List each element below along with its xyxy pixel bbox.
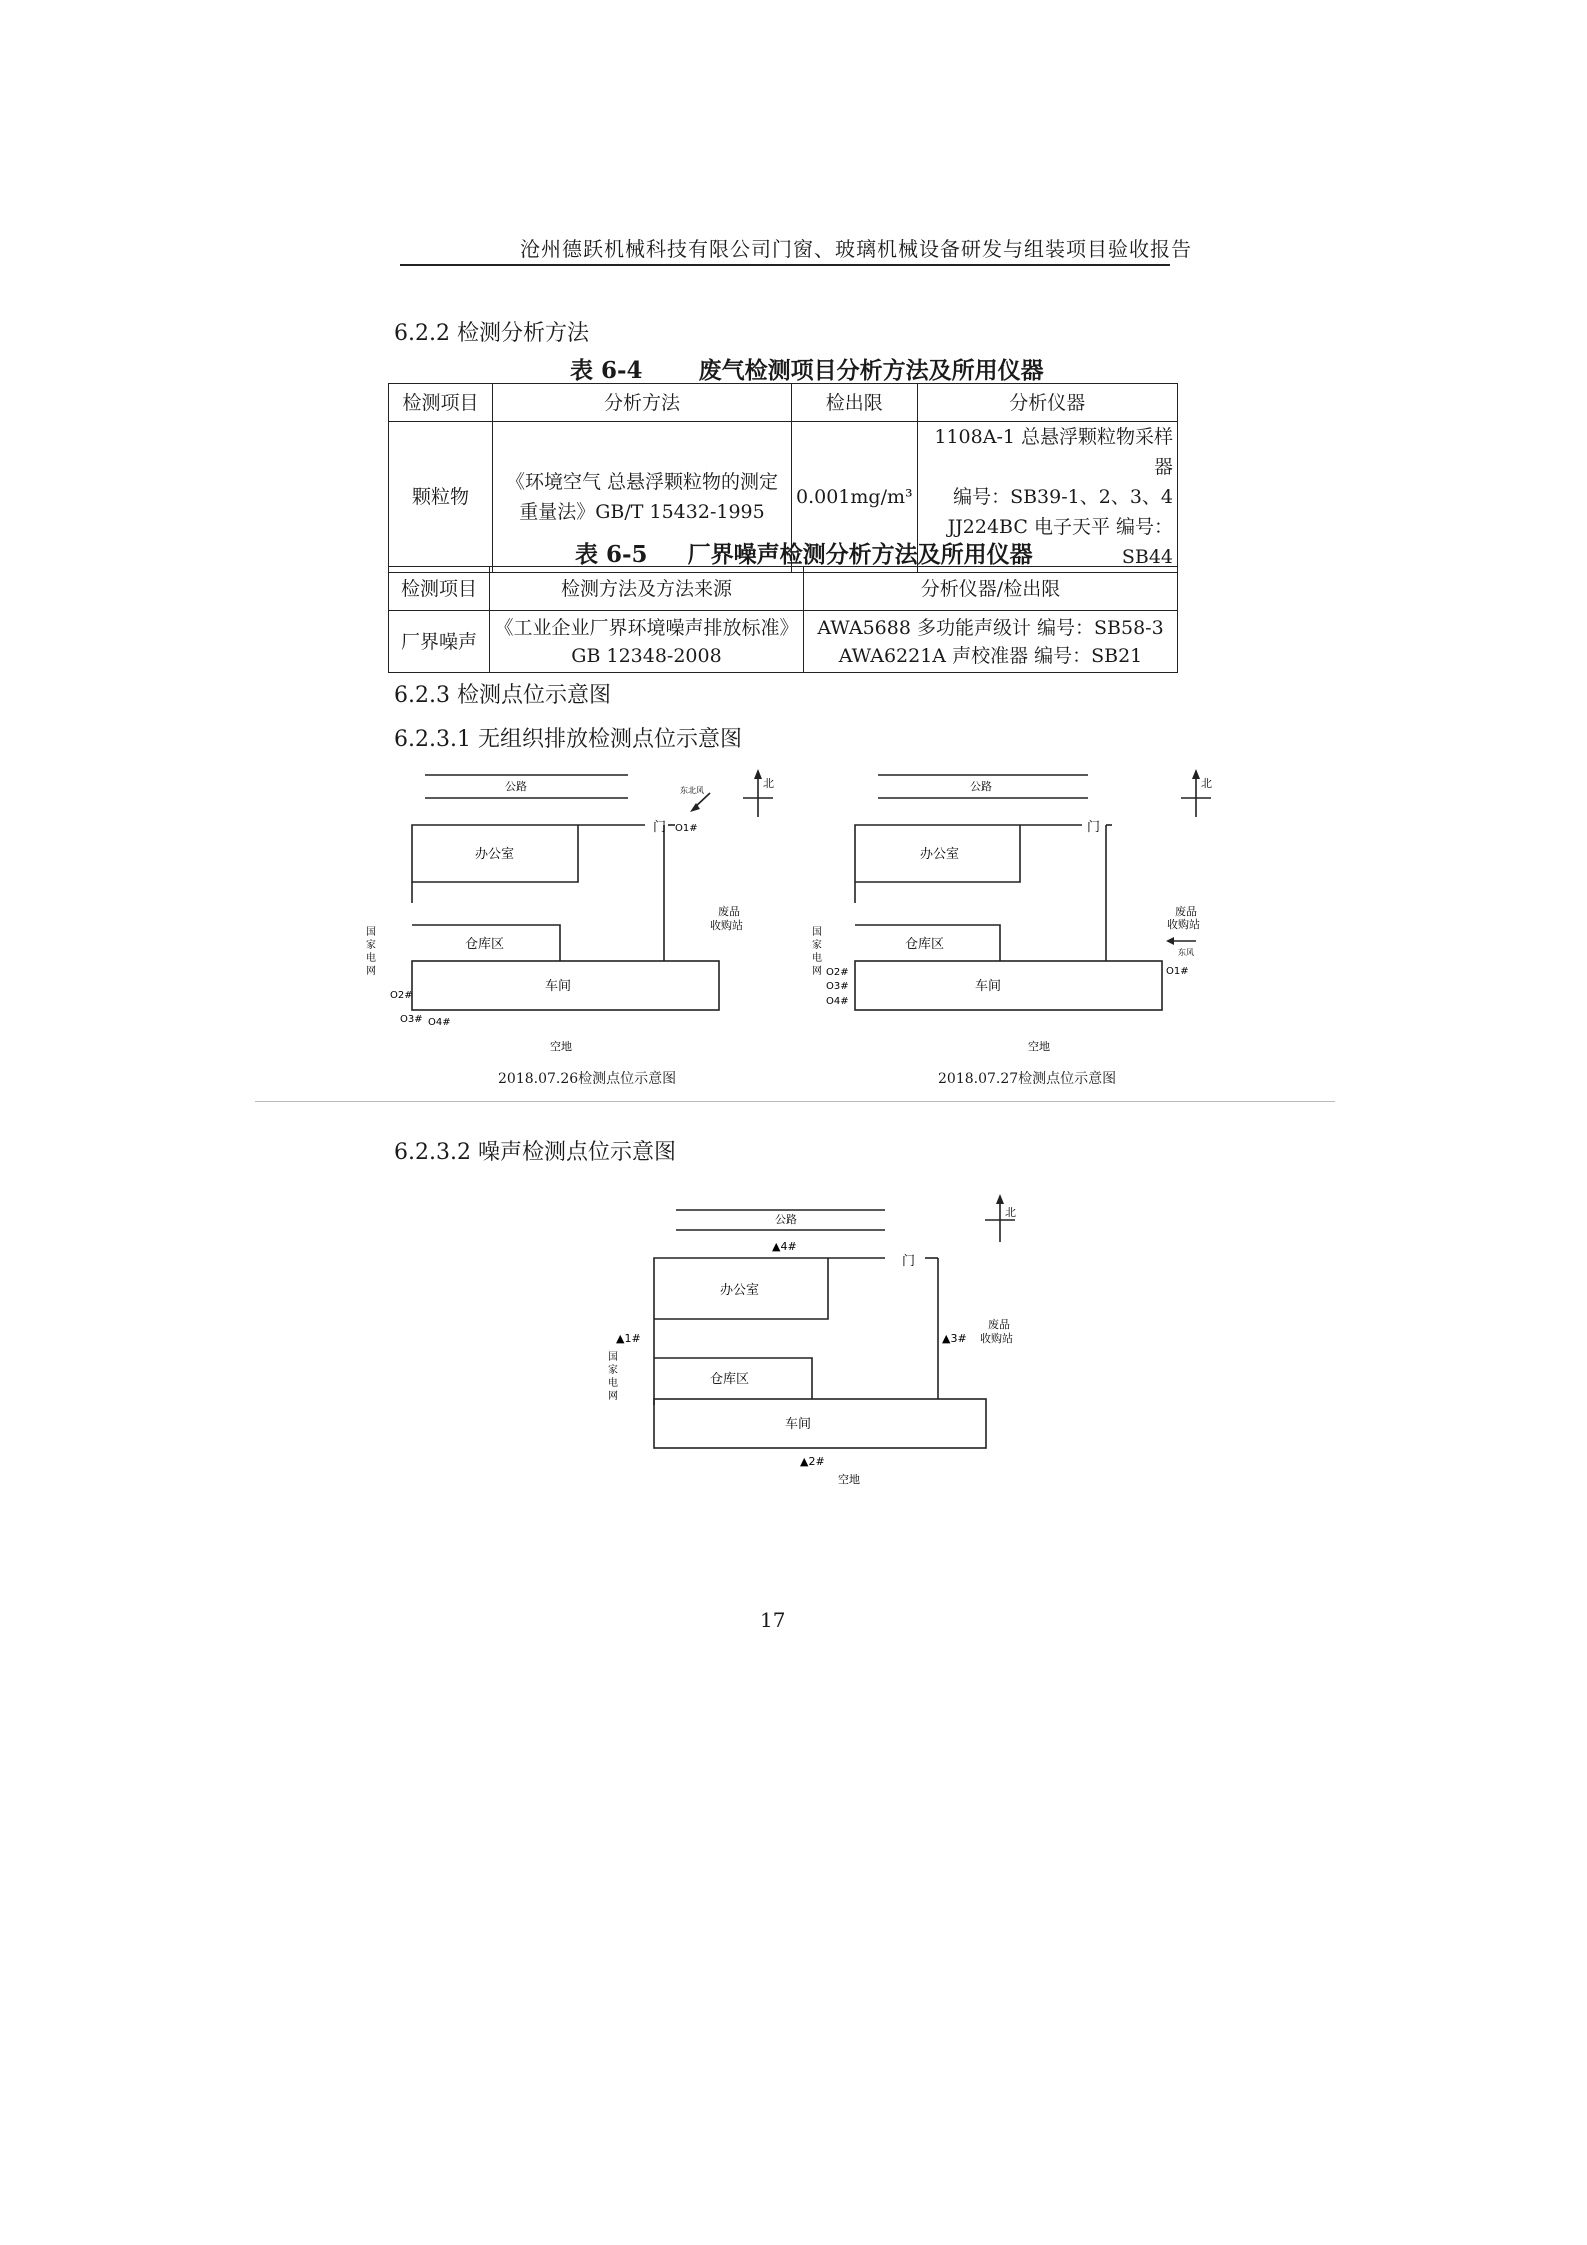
point-1: O1# xyxy=(675,823,698,834)
table-6-4-header: 分析方法 xyxy=(493,384,792,422)
table-6-4-header: 分析仪器 xyxy=(917,384,1177,422)
waste-label-1: 废品 xyxy=(1175,905,1197,918)
wind-label: 东北风 xyxy=(680,786,704,795)
table-6-4-header: 检测项目 xyxy=(389,384,493,422)
table-6-5-cell-instrument xyxy=(804,611,1178,673)
vacant-label: 空地 xyxy=(1028,1040,1050,1053)
page-number: 17 xyxy=(760,1608,786,1632)
waste-label-1: 废品 xyxy=(718,905,740,918)
noise-point-1: ▲1# xyxy=(616,1332,641,1345)
office-label: 办公室 xyxy=(475,847,515,862)
instrument-line-3: JJ224BC 电子天平 编号：SB44 xyxy=(947,516,1173,568)
workshop-label: 车间 xyxy=(975,979,1002,994)
office-label: 办公室 xyxy=(720,1283,760,1298)
road-label: 公路 xyxy=(505,780,527,793)
section-divider xyxy=(255,1101,1335,1102)
workshop-label: 车间 xyxy=(785,1417,812,1432)
instrument-line-1: 1108A-1 总悬浮颗粒物采样器 xyxy=(934,426,1173,478)
door-label: 门 xyxy=(653,820,667,835)
report-header: 沧州德跃机械科技有限公司门窗、玻璃机械设备研发与组装项目验收报告 xyxy=(520,237,1192,261)
table-6-5-caption xyxy=(575,536,1033,569)
point-2: O2# xyxy=(390,990,413,1001)
north-label: 北 xyxy=(763,777,774,790)
table-6-5-header: 分析仪器/检出限 xyxy=(804,567,1178,611)
warehouse-label: 仓库区 xyxy=(905,937,945,952)
point-3: O3# xyxy=(400,1014,423,1025)
table-6-5-number: 表 6-5 xyxy=(575,541,648,568)
point-4: O4# xyxy=(826,996,849,1007)
road-label: 公路 xyxy=(775,1213,797,1226)
method-line-2: GB 12348-2008 xyxy=(571,644,722,667)
table-6-5-cell-method xyxy=(490,611,804,673)
waste-label-2: 收购站 xyxy=(710,919,743,932)
waste-label-1: 废品 xyxy=(988,1318,1010,1331)
table-6-4-number: 表 6-4 xyxy=(570,357,643,384)
instrument-line-1: AWA5688 多功能声级计 编号：SB58-3 xyxy=(817,616,1164,639)
air-sampling-diagram-0726 xyxy=(360,765,780,1085)
method-line-2: 重量法》GB/T 15432-1995 xyxy=(519,501,765,523)
office-label: 办公室 xyxy=(920,847,960,862)
noise-point-4: ▲4# xyxy=(772,1240,797,1253)
section-6-2-3-2-title: 6.2.3.2 噪声检测点位示意图 xyxy=(394,1140,676,1165)
point-3: O3# xyxy=(826,981,849,992)
noise-monitoring-diagram xyxy=(600,1190,1040,1510)
section-6-2-2-title: 6.2.2 检测分析方法 xyxy=(394,321,589,346)
grid-label: 国家电网 xyxy=(608,1352,618,1402)
table-6-5 xyxy=(388,566,1178,673)
section-6-2-3-title: 6.2.3 检测点位示意图 xyxy=(394,683,611,708)
road-label: 公路 xyxy=(970,780,992,793)
diagram-caption-0726: 2018.07.26检测点位示意图 xyxy=(498,1071,677,1087)
grid-label: 国家电网 xyxy=(812,927,822,977)
waste-label-2: 收购站 xyxy=(1167,918,1200,931)
table-6-4-caption xyxy=(570,352,1044,385)
method-line-1: 《环境空气 总悬浮颗粒物的测定 xyxy=(505,471,779,493)
instrument-line-2: 编号：SB39-1、2、3、4 xyxy=(953,486,1173,508)
instrument-line-2: AWA6221A 声校准器 编号：SB21 xyxy=(838,644,1143,667)
section-6-2-3-1-title: 6.2.3.1 无组织排放检测点位示意图 xyxy=(394,727,742,752)
door-label: 门 xyxy=(1087,820,1101,835)
table-6-4-cell-limit: 0.001mg/m³ xyxy=(792,422,918,573)
north-label: 北 xyxy=(1005,1206,1016,1219)
table-6-4-cell-item: 颗粒物 xyxy=(389,422,493,573)
grid-label: 国家电网 xyxy=(366,927,376,977)
table-6-5-title: 厂界噪声检测分析方法及所用仪器 xyxy=(687,541,1033,568)
north-label: 北 xyxy=(1201,777,1212,790)
table-6-5-header: 检测项目 xyxy=(389,567,490,611)
point-1: O1# xyxy=(1166,966,1189,977)
warehouse-label: 仓库区 xyxy=(465,937,505,952)
header-rule xyxy=(400,264,1170,266)
workshop-label: 车间 xyxy=(545,979,572,994)
table-6-4-title: 废气检测项目分析方法及所用仪器 xyxy=(698,357,1044,384)
vacant-label: 空地 xyxy=(838,1473,860,1486)
warehouse-label: 仓库区 xyxy=(710,1372,750,1387)
method-line-1: 《工业企业厂界环境噪声排放标准》 xyxy=(494,616,799,639)
diagram-caption-0727: 2018.07.27检测点位示意图 xyxy=(938,1071,1117,1087)
table-6-4-header: 检出限 xyxy=(792,384,918,422)
noise-point-2: ▲2# xyxy=(800,1455,825,1468)
waste-label-2: 收购站 xyxy=(980,1332,1013,1345)
wind-label: 东风 xyxy=(1178,948,1194,957)
noise-point-3: ▲3# xyxy=(942,1332,967,1345)
point-2: O2# xyxy=(826,967,849,978)
table-6-5-header: 检测方法及方法来源 xyxy=(490,567,804,611)
table-6-5-cell-item: 厂界噪声 xyxy=(389,611,490,673)
door-label: 门 xyxy=(902,1254,916,1269)
vacant-label: 空地 xyxy=(550,1040,572,1053)
point-4: O4# xyxy=(428,1017,451,1028)
air-sampling-diagram-0727 xyxy=(800,765,1220,1085)
